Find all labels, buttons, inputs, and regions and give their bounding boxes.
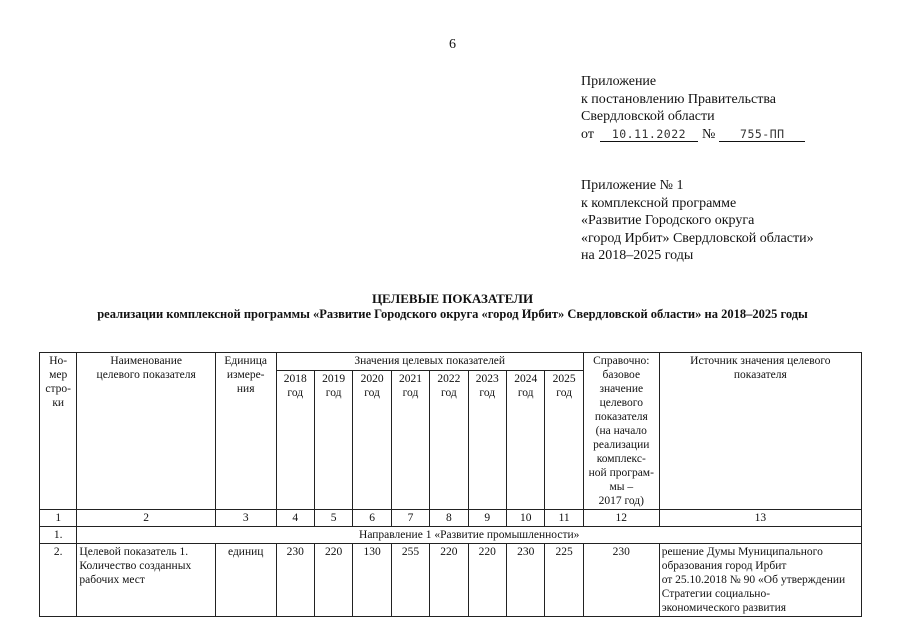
appendix2-line: на 2018–2025 годы: [581, 248, 694, 263]
column-number: 9: [468, 510, 506, 527]
year-value: 230: [506, 544, 544, 617]
section-row: [40, 527, 862, 544]
column-number: 10: [506, 510, 544, 527]
section-label: Направление 1 «Развитие промышленности»: [77, 527, 862, 544]
year-value: 220: [468, 544, 506, 617]
column-numbers-row: [40, 510, 862, 527]
section-number: 1.: [40, 527, 77, 544]
column-number: 8: [430, 510, 468, 527]
resolution-number: 755-ПП: [719, 127, 805, 142]
header-values-group: Значения целевых показателей: [276, 353, 583, 371]
column-number: 6: [353, 510, 391, 527]
column-number: 13: [659, 510, 861, 527]
year-value: 130: [353, 544, 391, 617]
header-year: 2024 год: [506, 371, 544, 510]
indicator-name: Целевой показатель 1. Количество созданных рабочих мест: [77, 544, 216, 617]
column-number: 7: [391, 510, 429, 527]
header-reference-value: Справочно: базовое значение целевого показателя (на начало реализации комплекс- ной програм- мы – 2017 год): [583, 353, 659, 510]
appendix2-line: «город Ирбит» Свердловской области»: [581, 230, 814, 246]
column-number: 5: [314, 510, 352, 527]
header-year: 2018 год: [276, 371, 314, 510]
indicators-table: [39, 352, 862, 617]
column-number: 4: [276, 510, 314, 527]
year-value: 255: [391, 544, 429, 617]
document-title: ЦЕЛЕВЫЕ ПОКАЗАТЕЛИ: [371, 291, 534, 306]
header-row-number: Но- мер стро- ки: [40, 353, 77, 510]
column-number: 11: [545, 510, 583, 527]
header-year: 2023 год: [468, 371, 506, 510]
header-year: 2020 год: [353, 371, 391, 510]
resolution-date: 10.11.2022: [600, 127, 698, 142]
appendix2-line: «Развитие Городского округа: [581, 213, 755, 228]
year-value: 220: [430, 544, 468, 617]
header-source: Источник значения целевого показателя: [659, 353, 861, 510]
column-number: 12: [583, 510, 659, 527]
page-number: 6: [449, 37, 456, 52]
column-number: 3: [215, 510, 276, 527]
reference-value: 230: [583, 544, 659, 617]
appendix1-line: Приложение: [581, 74, 657, 89]
header-year: 2022 год: [430, 371, 468, 510]
column-number: 1: [40, 510, 77, 527]
indicator-source: решение Думы Муниципального образования город Ирбит от 25.10.2018 № 90 «Об утверждении Стратегии социально- экономического развития: [659, 544, 861, 617]
header-year: 2025 год: [545, 371, 583, 510]
appendix2-line: Приложение № 1: [581, 178, 684, 193]
year-value: 225: [545, 544, 583, 617]
year-value: 220: [314, 544, 352, 617]
document-subtitle: реализации комплексной программы «Развитие Городского округа «город Ирбит» Свердловской области» на 2018–2025 годы: [97, 307, 808, 321]
header-year: 2019 год: [314, 371, 352, 510]
header-row: [40, 353, 862, 371]
row-number: 2.: [40, 544, 77, 617]
appendix1-line: Свердловской области: [581, 109, 715, 124]
appendix1-line: к постановлению Правительства: [581, 91, 777, 107]
year-value: 230: [276, 544, 314, 617]
header-year: 2021 год: [391, 371, 429, 510]
header-indicator-name: Наименование целевого показателя: [77, 353, 216, 510]
column-number: 2: [77, 510, 216, 527]
appendix2-line: к комплексной программе: [581, 195, 737, 211]
appendix-government-resolution: [581, 73, 805, 143]
resolution-date-line: [581, 126, 805, 144]
table-row: [40, 544, 862, 617]
appendix-program: [581, 177, 814, 265]
from-label: от: [581, 126, 594, 142]
indicator-unit: единиц: [215, 544, 276, 617]
header-unit: Единица измере- ния: [215, 353, 276, 510]
number-label: №: [701, 126, 716, 142]
